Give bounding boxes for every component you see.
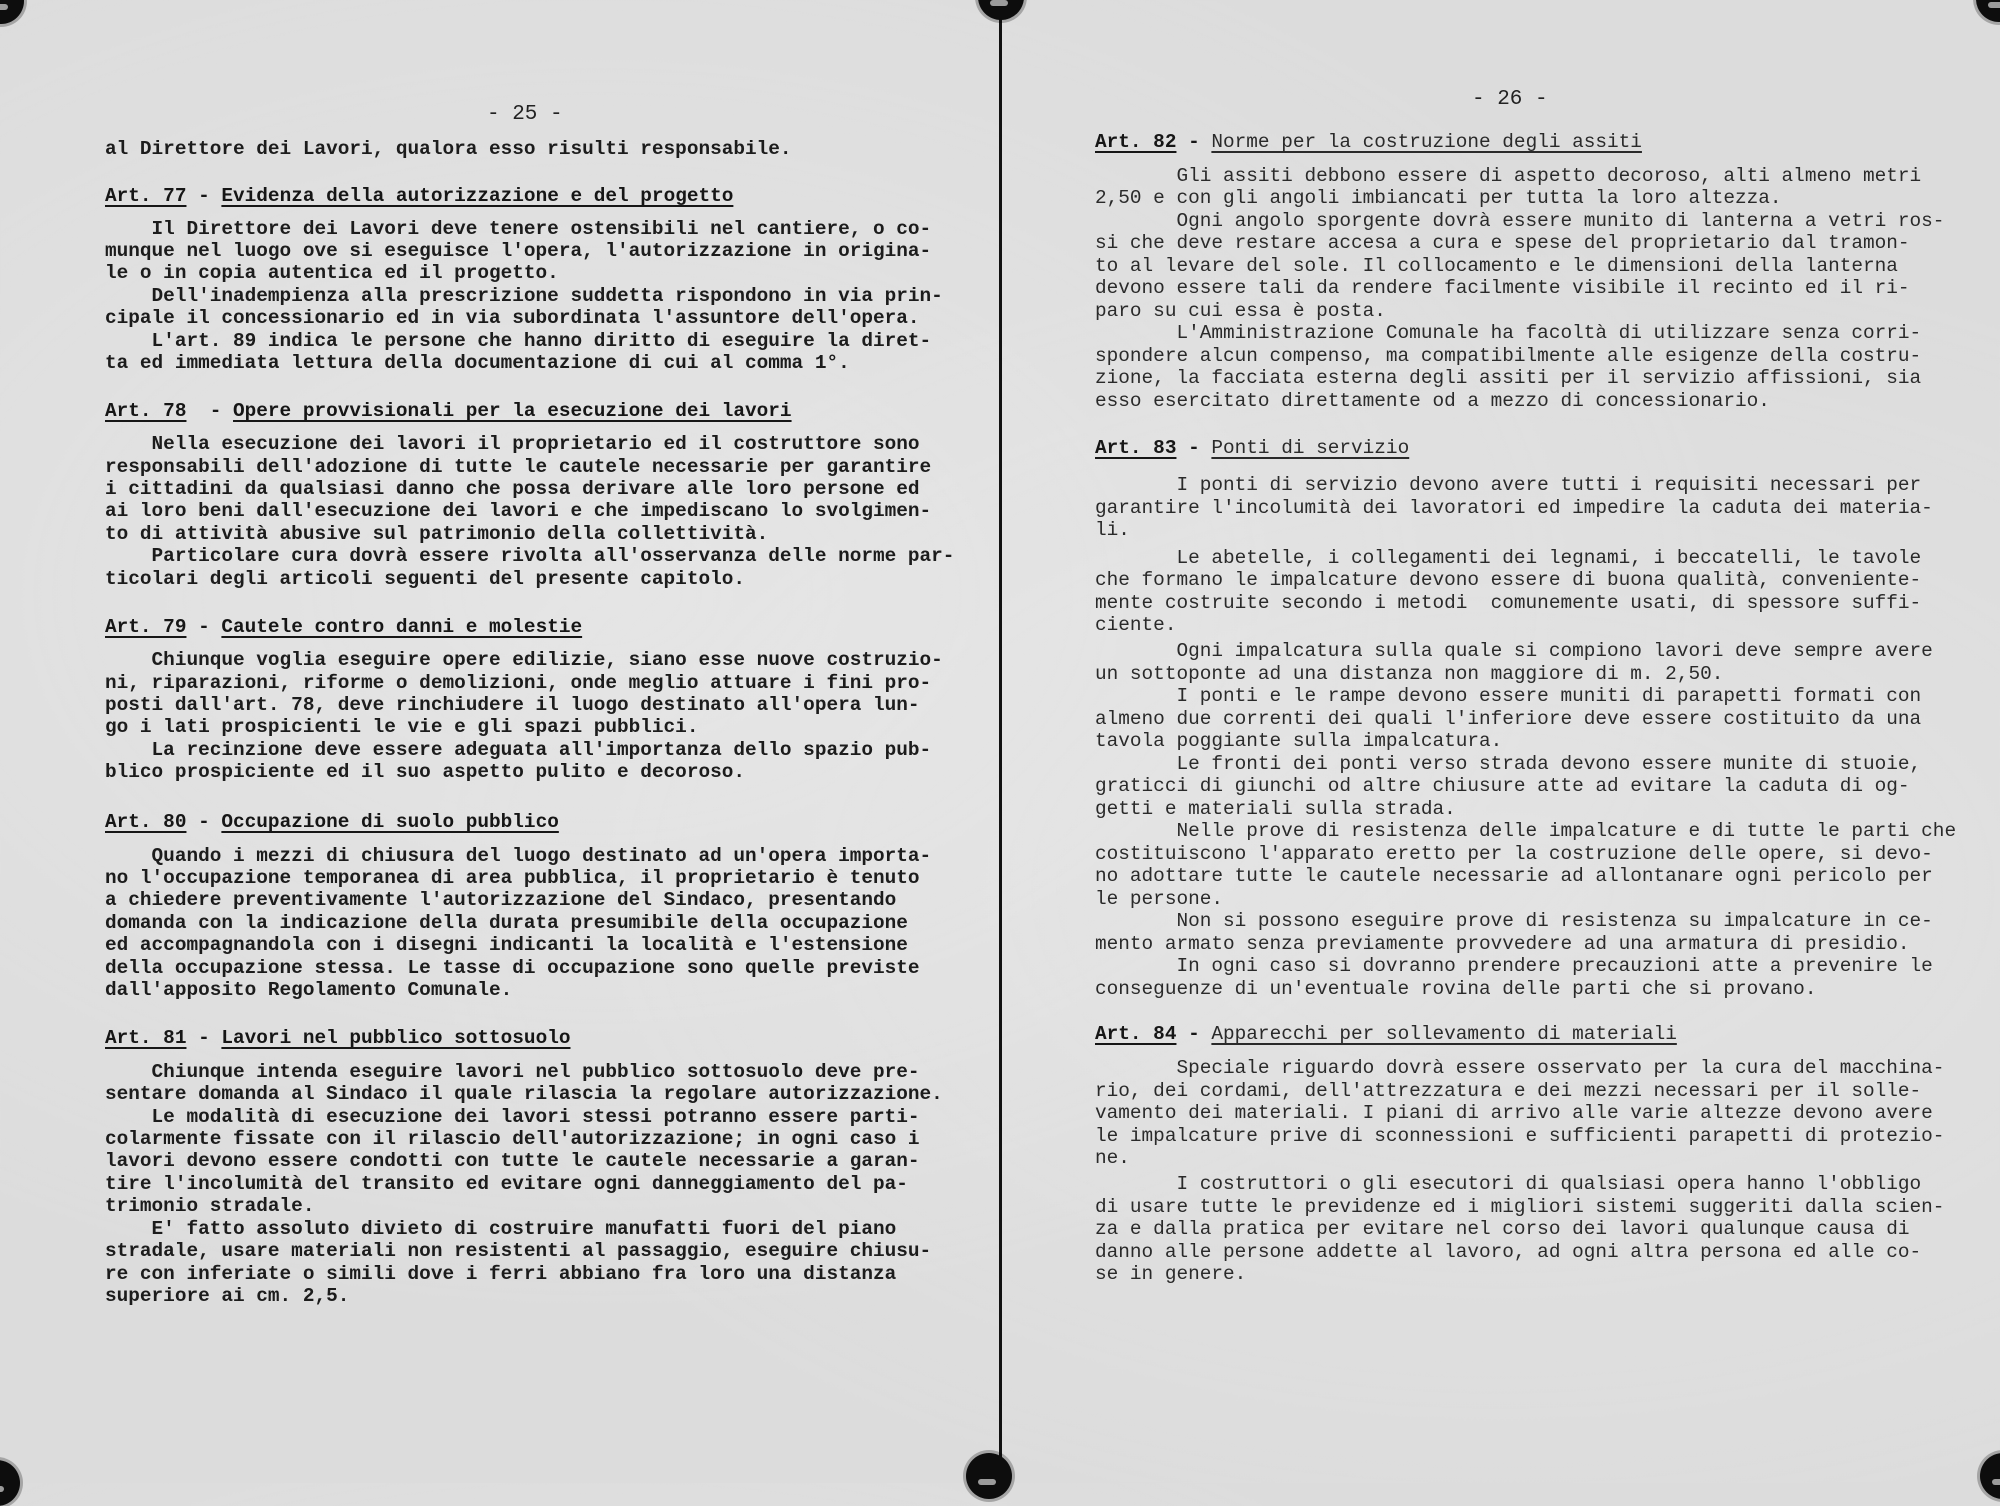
body-line: to di attività abusive sul patrimonio della collettività. [105, 523, 769, 545]
body-line: rio, dei cordami, dell'attrezzatura e dei mezzi necessari per il solle- [1095, 1080, 1922, 1102]
body-line: cipale il concessionario ed in via subordinata l'assuntore dell'opera. [105, 307, 920, 329]
body-line: se in genere. [1095, 1263, 1247, 1285]
article-title: Apparecchi per sollevamento di materiali [1211, 1023, 1677, 1045]
body-line: della occupazione stessa. Le tasse di occupazione sono quelle previste [105, 957, 920, 979]
article-heading: Art. 83 - Ponti di servizio [1095, 437, 1410, 459]
body-line: Particolare cura dovrà essere rivolta all'osservanza delle norme par- [105, 545, 955, 567]
body-line: I ponti di servizio devono avere tutti i requisiti necessari per [1095, 474, 1922, 496]
article-title: Lavori nel pubblico sottosuolo [221, 1027, 571, 1049]
body-line: domanda con la indicazione della durata presumibile della occupazione [105, 912, 908, 934]
body-line: ticolari degli articoli seguenti del presente capitolo. [105, 568, 745, 590]
body-line: di usare tutte le previdenze ed i migliori sistemi suggeriti dalla scien- [1095, 1196, 1945, 1218]
body-line: tire l'incolumità del transito ed evitare ogni danneggiamento del pa- [105, 1173, 908, 1195]
body-line: 2,50 e con gli angoli imbiancati per tutta la loro altezza. [1095, 187, 1782, 209]
article-number: Art. 79 [105, 616, 187, 638]
body-line: no adottare tutte le cautele necessarie ad allontanare ogni pericolo per [1095, 865, 1933, 887]
body-line: superiore ai cm. 2,5. [105, 1285, 350, 1307]
body-line: Le abetelle, i collegamenti dei legnami, i beccatelli, le tavole [1095, 547, 1922, 569]
continuation-line: al Direttore dei Lavori, qualora esso risulti responsabile. [105, 138, 792, 160]
article-heading: Art. 80 - Occupazione di suolo pubblico [105, 811, 559, 833]
body-line: Il Direttore dei Lavori deve tenere ostensibili nel cantiere, o co- [105, 218, 932, 240]
body-line: ni, riparazioni, riforme o demolizioni, onde meglio attuare i fini pro- [105, 672, 932, 694]
body-line: spondere alcun compenso, ma compatibilmente alle esigenze della costru- [1095, 345, 1922, 367]
body-line: li. [1095, 519, 1130, 541]
body-line: garantire l'incolumità dei lavoratori ed impedire la caduta dei materia- [1095, 497, 1933, 519]
article-heading: Art. 78 - Opere provvisionali per la esecuzione dei lavori [105, 400, 792, 422]
body-line: le o in copia autentica ed il progetto. [105, 262, 559, 284]
body-line: no l'occupazione temporanea di area pubblica, il proprietario è tenuto [105, 867, 920, 889]
body-line: Chiunque intenda eseguire lavori nel pubblico sottosuolo deve pre- [105, 1061, 920, 1083]
body-line: conseguenze di un'eventuale rovina delle parti che si provano. [1095, 978, 1817, 1000]
article-heading: Art. 82 - Norme per la costruzione degli assiti [1095, 131, 1642, 153]
body-line: La recinzione deve essere adeguata all'importanza dello spazio pub- [105, 739, 932, 761]
page-number: - 25 - [487, 103, 563, 126]
body-line: si che deve restare accesa a cura e spese del proprietario dal tramon- [1095, 232, 1910, 254]
body-line: munque nel luogo ove si eseguisce l'opera, l'autorizzazione in origina- [105, 240, 932, 262]
right-page [1002, 0, 2000, 1483]
body-line: vamento dei materiali. I piani di arrivo alle varie altezze devono avere [1095, 1102, 1933, 1124]
body-line: stradale, usare materiali non resistenti al passaggio, eseguire chiusu- [105, 1240, 932, 1262]
body-line: Le fronti dei ponti verso strada devono essere munite di stuoie, [1095, 753, 1922, 775]
body-line: I costruttori o gli esecutori di qualsiasi opera hanno l'obbligo [1095, 1173, 1922, 1195]
article-title: Opere provvisionali per la esecuzione dei lavori [233, 400, 792, 422]
body-line: Ogni impalcatura sulla quale si compiono lavori deve sempre avere [1095, 640, 1933, 662]
body-line: almeno due correnti dei quali l'inferiore deve essere costituito da una [1095, 708, 1922, 730]
article-number: Art. 83 [1095, 437, 1177, 459]
body-line: zione, la facciata esterna degli assiti per il servizio affissioni, sia [1095, 367, 1922, 389]
body-line: ed accompagnandola con i disegni indicanti la località e l'estensione [105, 934, 908, 956]
body-line: to al levare del sole. Il collocamento e le dimensioni della lanterna [1095, 255, 1898, 277]
body-line: Dell'inadempienza alla prescrizione suddetta rispondono in via prin- [105, 285, 943, 307]
body-line: Quando i mezzi di chiusura del luogo destinato ad un'opera importa- [105, 845, 932, 867]
body-line: un sottoponte ad una distanza non maggiore di m. 2,50. [1095, 663, 1724, 685]
body-line: Non si possono eseguire prove di resistenza su impalcature in ce- [1095, 910, 1933, 932]
body-line: E' fatto assoluto divieto di costruire manufatti fuori del piano [105, 1218, 897, 1240]
binding-hole-icon [966, 1453, 1012, 1499]
article-title: Norme per la costruzione degli assiti [1211, 131, 1642, 153]
body-line: dall'apposito Regolamento Comunale. [105, 979, 513, 1001]
body-line: In ogni caso si dovranno prendere precauzioni atte a prevenire le [1095, 955, 1933, 977]
body-line: devono essere tali da rendere facilmente visibile il recinto ed il ri- [1095, 277, 1910, 299]
article-number: Art. 78 [105, 400, 187, 422]
page-number: - 26 - [1472, 88, 1548, 111]
article-number: Art. 82 [1095, 131, 1177, 153]
body-line: a chiedere preventivamente l'autorizzazione del Sindaco, presentando [105, 889, 897, 911]
body-line: ta ed immediata lettura della documentazione di cui al comma 1°. [105, 352, 850, 374]
article-title: Evidenza della autorizzazione e del progetto [221, 185, 734, 207]
article-number: Art. 77 [105, 185, 187, 207]
article-title: Cautele contro danni e molestie [221, 616, 583, 638]
article-heading: Art. 84 - Apparecchi per sollevamento di materiali [1095, 1023, 1677, 1045]
article-heading: Art. 79 - Cautele contro danni e molestie [105, 616, 583, 638]
body-line: getti e materiali sulla strada. [1095, 798, 1456, 820]
left-page [0, 0, 1000, 1483]
body-line: Nelle prove di resistenza delle impalcature e di tutte le parti che [1095, 820, 1957, 842]
body-line: Chiunque voglia eseguire opere edilizie, siano esse nuove costruzio- [105, 649, 943, 671]
body-line: che formano le impalcature devono essere di buona qualità, conveniente- [1095, 569, 1922, 591]
body-line: mento armato senza previamente provvedere ad una armatura di presidio. [1095, 933, 1910, 955]
body-line: Ogni angolo sporgente dovrà essere munito di lanterna a vetri ros- [1095, 210, 1945, 232]
body-line: colarmente fissate con il rilascio dell'autorizzazione; in ogni caso i [105, 1128, 920, 1150]
body-line: blico prospiciente ed il suo aspetto pulito e decoroso. [105, 761, 745, 783]
body-line: za e dalla pratica per evitare nel corso dei lavori qualunque causa di [1095, 1218, 1910, 1240]
body-line: responsabili dell'adozione di tutte le cautele necessarie per garantire [105, 456, 932, 478]
body-line: esso esercitato direttamente od a mezzo di concessionario. [1095, 390, 1770, 412]
article-heading: Art. 81 - Lavori nel pubblico sottosuolo [105, 1027, 571, 1049]
body-line: posti dall'art. 78, deve rinchiudere il luogo destinato all'opera lun- [105, 694, 920, 716]
body-line: I ponti e le rampe devono essere muniti di parapetti formati con [1095, 685, 1922, 707]
body-line: ciente. [1095, 614, 1177, 636]
body-line: Gli assiti debbono essere di aspetto decoroso, alti almeno metri [1095, 165, 1922, 187]
body-line: danno alle persone addette al lavoro, ad ogni altra persona ed alle co- [1095, 1241, 1922, 1263]
article-title: Ponti di servizio [1211, 437, 1410, 459]
body-line: ai loro beni dall'esecuzione dei lavori e che impediscano lo svolgimen- [105, 500, 932, 522]
body-line: i cittadini da qualsiasi danno che possa derivare alle loro persone ed [105, 478, 920, 500]
body-line: le persone. [1095, 888, 1223, 910]
body-line: re con inferiate o simili dove i ferri abbiano fra loro una distanza [105, 1263, 897, 1285]
body-line: costituiscono l'apparato eretto per la costruzione delle opere, si devo- [1095, 843, 1933, 865]
body-line: mente costruite secondo i metodi comunemente usati, di spessore suffi- [1095, 592, 1922, 614]
body-line: L'art. 89 indica le persone che hanno diritto di eseguire la diret- [105, 330, 932, 352]
body-line: L'Amministrazione Comunale ha facoltà di utilizzare senza corri- [1095, 322, 1922, 344]
article-number: Art. 81 [105, 1027, 187, 1049]
body-line: Speciale riguardo dovrà essere osservato per la cura del macchina- [1095, 1057, 1945, 1079]
body-line: tavola poggiante sulla impalcatura. [1095, 730, 1503, 752]
body-line: go i lati prospicienti le vie e gli spazi pubblici. [105, 716, 699, 738]
body-line: ne. [1095, 1147, 1130, 1169]
body-line: graticci di giunchi od altre chiusure atte ad evitare la caduta di og- [1095, 775, 1910, 797]
body-line: Le modalità di esecuzione dei lavori stessi potranno essere parti- [105, 1106, 920, 1128]
article-number: Art. 80 [105, 811, 187, 833]
body-line: Nella esecuzione dei lavori il proprietario ed il costruttore sono [105, 433, 920, 455]
article-number: Art. 84 [1095, 1023, 1177, 1045]
body-line: le impalcature prive di sconnessioni e sufficienti parapetti di protezio- [1095, 1125, 1945, 1147]
body-line: trimonio stradale. [105, 1195, 315, 1217]
body-line: paro su cui essa è posta. [1095, 300, 1386, 322]
article-title: Occupazione di suolo pubblico [221, 811, 559, 833]
article-heading: Art. 77 - Evidenza della autorizzazione e del progetto [105, 185, 734, 207]
body-line: sentare domanda al Sindaco il quale rilascia la regolare autorizzazione. [105, 1083, 943, 1105]
body-line: lavori devono essere condotti con tutte le cautele necessarie a garan- [105, 1150, 920, 1172]
